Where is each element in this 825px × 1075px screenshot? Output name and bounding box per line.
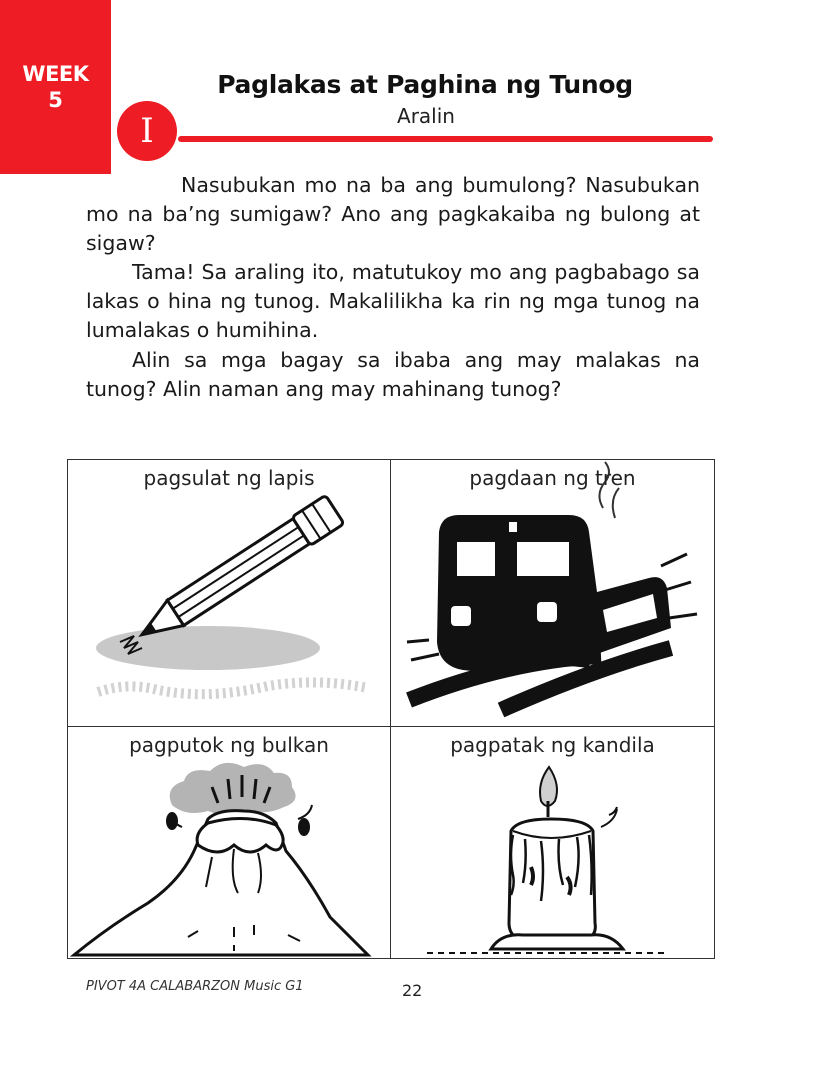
picture-label: pagputok ng bulkan: [129, 733, 329, 757]
week-label: WEEK: [22, 62, 89, 86]
paragraph-1: Nasubukan mo na ba ang bumulong? Nasubukan mo na ba’ng sumigaw? Ano ang pagkakaiba ng bulong at sigaw?: [86, 173, 700, 255]
picture-cell-volcano: [68, 727, 391, 958]
week-tab: [0, 0, 111, 174]
picture-cell-candle: [391, 727, 714, 958]
page-title: Paglakas at Paghina ng Tunog: [217, 70, 633, 99]
picture-label: pagsulat ng lapis: [143, 466, 315, 490]
page-number: 22: [402, 981, 423, 1000]
candle-icon: [391, 727, 714, 958]
train-icon: [391, 460, 714, 726]
pencil-icon: [68, 460, 390, 726]
picture-grid: [67, 459, 715, 959]
picture-label: pagpatak ng kandila: [450, 733, 655, 757]
paragraph-2: Tama! Sa araling ito, matutukoy mo ang pagbabago sa lakas o hina ng tunog. Makalilikha ka rin ng mga tunog na lumalakas o humihina.: [86, 260, 700, 342]
picture-cell-pencil: [68, 460, 391, 727]
section-badge: I: [117, 101, 177, 161]
page-subtitle: Aralin: [397, 104, 455, 128]
volcano-icon: [68, 727, 390, 958]
paragraph-3: Alin sa mga bagay sa ibaba ang may malakas na tunog? Alin naman ang may mahinang tunog?: [86, 348, 700, 401]
week-number: 5: [48, 88, 63, 112]
picture-label: pagdaan ng tren: [469, 466, 636, 490]
picture-cell-train: [391, 460, 714, 727]
title-divider: [178, 136, 713, 142]
footer-source: PIVOT 4A CALABARZON Music G1: [86, 979, 304, 994]
